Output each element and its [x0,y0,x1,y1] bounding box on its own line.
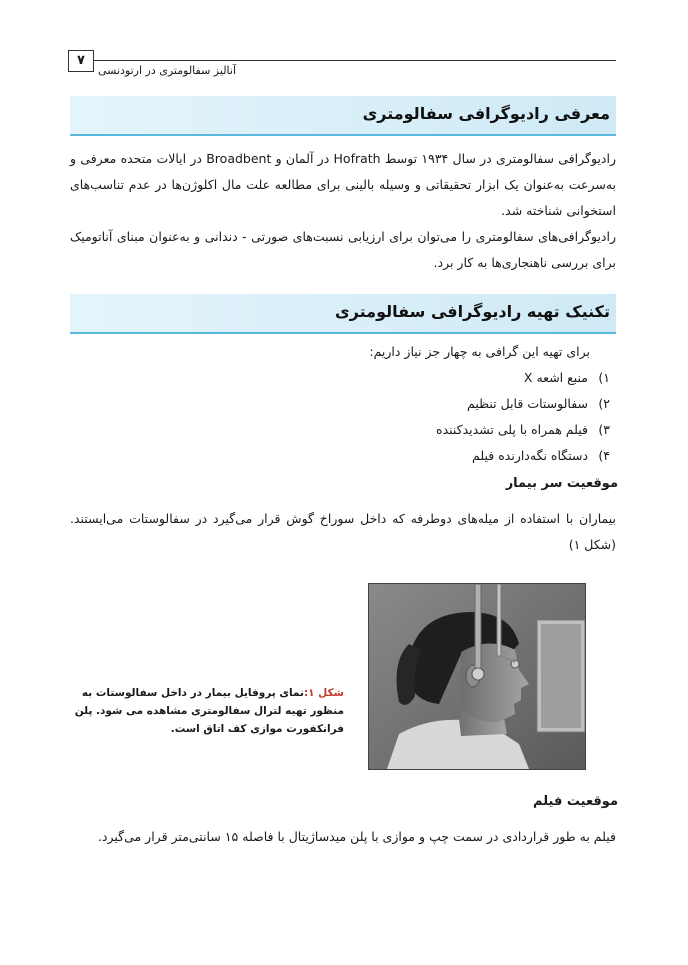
page-number: ۷ [68,50,94,72]
list-item: ۳) فیلم همراه با پلی تشدیدکننده [436,422,610,437]
page-header [68,50,616,76]
figure-caption-text: نمای پروفایل بیمار در داخل سفالوستات به منظور تهیه لترال سفالومتری مشاهده می شود. پلن فرانکفورت موازی کف اتاق است. [74,687,344,735]
running-title: آنالیز سفالومتری در ارتودنسی [98,64,237,77]
section-heading-intro [70,96,616,136]
section-title: معرفی رادیوگرافی سفالومتری [362,104,610,123]
paragraph: فیلم به طور قراردادی در سمت چپ و موازی با پلن میدساژیتال با فاصله ۱۵ سانتی‌متر قرار می‌گیرد. [97,829,616,844]
section-heading-technique [70,294,616,334]
list-item: ۴) دستگاه نگه‌دارنده فیلم [472,448,610,463]
list-intro: برای تهیه این گرافی به چهار جز نیاز داریم: [369,344,590,359]
paragraph: بیماران با استفاده از میله‌های دوطرفه که داخل سوراخ گوش قرار می‌گیرد در سفالوستات می‌ایستند. (شکل ۱) [70,511,616,552]
figure-caption [72,684,344,738]
components-list [70,344,616,464]
film-position-text [70,824,616,850]
patient-profile-photo [368,583,586,770]
head-position-text [70,506,616,558]
subheading-head-position: موقعیت سر بیمار [505,476,618,491]
paragraph: رادیوگرافی سفالومتری در سال ۱۹۳۴ توسط Hofrath در آلمان و Broadbent در ایالات متحده معرفی و به‌سرعت به‌عنوان یک ابزار تحقیقاتی و وسیله بالینی برای مطالعه علت مال اکلوژن‌ها در عدم تناسب‌های استخوانی شناخته شد. [70,151,616,218]
intro-text [70,146,616,276]
paragraph: رادیوگرافی‌های سفالومتری را می‌توان برای ارزیابی نسبت‌های صورتی - دندانی و به‌عنوان مبنای آناتومیک برای بررسی ناهنجاری‌ها به کار برد. [70,229,616,270]
subheading-film-position: موقعیت فیلم [533,794,618,809]
header-rule [68,60,616,61]
figure-label: شکل ۱: [303,687,344,699]
list-item: ۲) سفالوستات قابل تنظیم [467,396,610,411]
section-title: تکنیک تهیه رادیوگرافی سفالومتری [335,302,610,321]
list-item: ۱) منبع اشعه X [523,370,610,385]
cephalostat-photo-illustration [369,584,585,769]
